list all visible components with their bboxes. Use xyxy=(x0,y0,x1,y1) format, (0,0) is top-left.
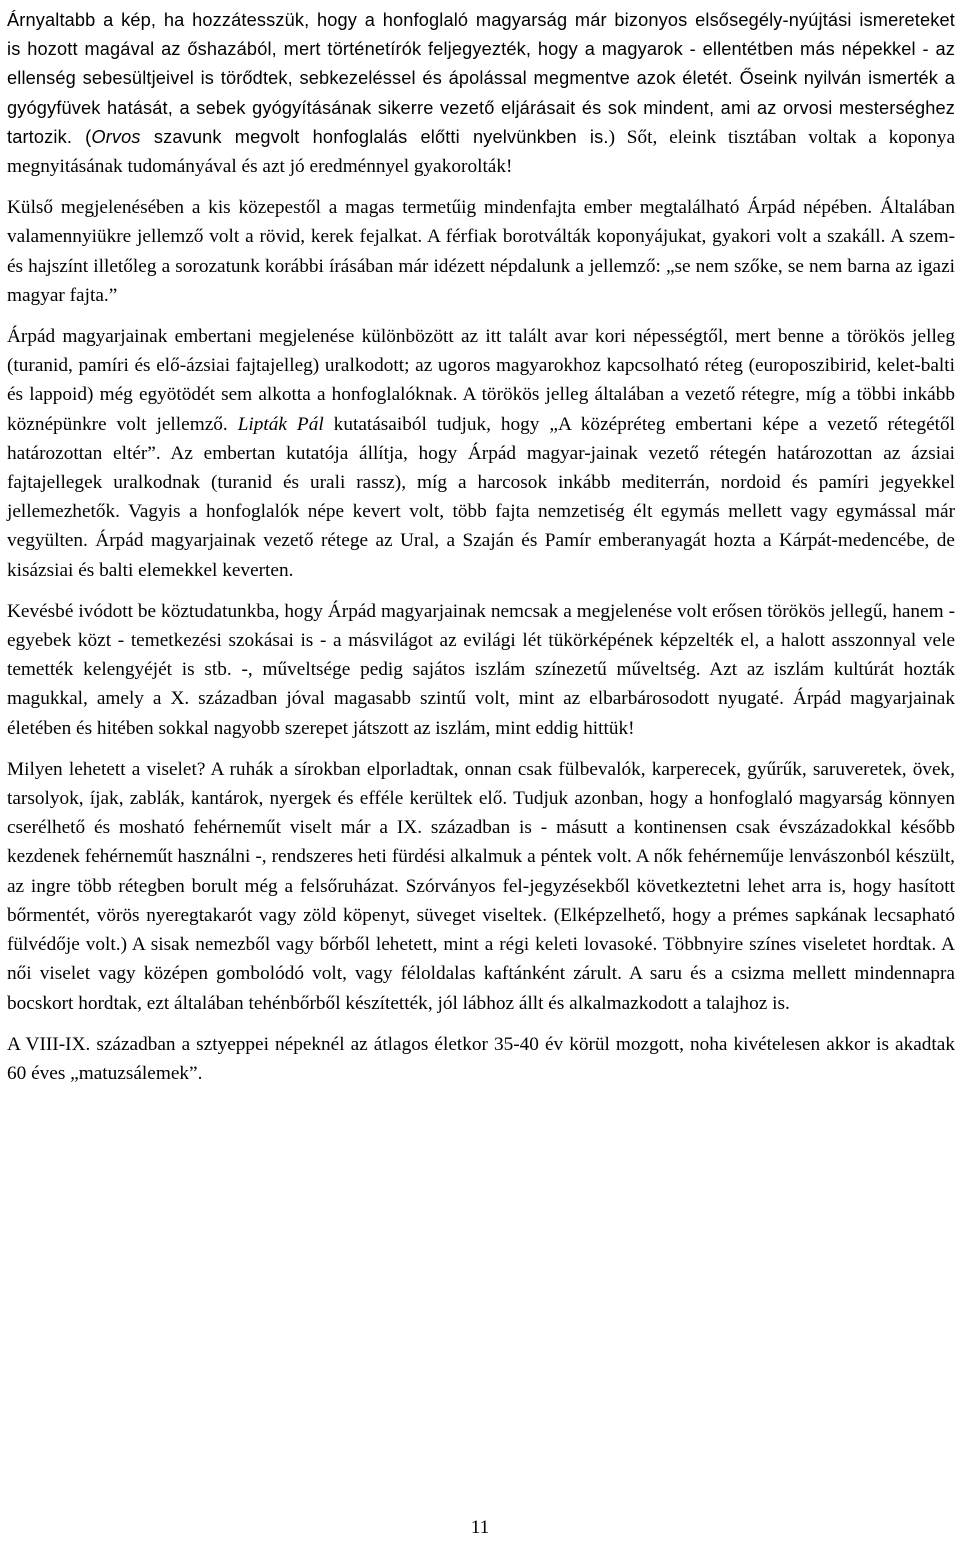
paragraph xyxy=(7,597,955,743)
paragraph xyxy=(7,193,955,310)
paragraph xyxy=(7,6,955,181)
text-segment: Lipták Pál xyxy=(237,413,324,435)
text-segment: Milyen lehetett a viselet? A ruhák a sírokban elporladtak, onnan csak fülbevalók, karperecek, gyűrűk, saruveretek, övek, tarsolyok, íjak, zablák, kantárok, nyergek és efféle kerültek elő. Tudjuk azonban, hogy a honfoglaló magyarság könnyen cserélhető és mosható fehérneműt viselt már a IX. században is - másutt a kontinensen csak évszázadokkal később kezdenek fehérneműt használni -, rendszeres heti fürdési alkalmuk a péntek volt. A nők fehérneműje lenvászonból készült, az ingre több rétegben borult még a felsőruházat. Szórványos fel-jegyzésekből következtetni lehet arra is, hogy hasított bőrmentét, vörös nyeregtakarót vagy zöld köpenyt, süveget viseltek. (Elképzelhető, hogy a prémes sapkának lecsapható fülvédője volt.) A sisak nemezből vagy bőrből lehetett, mint a régi keleti lovasoké. Többnyire színes viseletet hordtak. A női viselet vagy középen gombolódó volt, vagy féloldalas kaftánként zárult. A saru és a csizma mellett mindennapra bocskort hordtak, ezt általában tehénbőrből készítették, jól lábhoz állt és alkalmazkodott a talajhoz is. xyxy=(7,758,955,1014)
document-body xyxy=(7,6,955,1100)
text-segment: Árnyaltabb a kép, ha hozzátesszük, hogy a honfoglaló magyarság már bizonyos elsősegély-nyújtási ismereteket is hozott magával az őshazából, mert történetírók feljegyezték, hogy a magyarok - ellentétben más népekkel - az ellenség sebesültjeivel is törődtek, sebkezeléssel és ápolással megmentve azok életét. xyxy=(7,10,955,89)
text-segment: Orvos xyxy=(91,126,141,147)
paragraph xyxy=(7,755,955,1018)
text-segment: Árpád magyarjainak embertani megjelenése különbözött az itt talált avar kori népességtől, mert benne a törökös jelleg (turanid, pamíri és elő-ázsiai fajtajelleg) uralkodott; az ugoros magyarokhoz kapcsolható réteg (europoszibirid, kelet-balti és lappoid) még egyötödét sem alkotta a honfoglalóknak. A törökös jelleg általában a vezető rétegre, míg a többi inkább köznépünkre volt jellemző. xyxy=(7,326,955,435)
text-segment: ) Sőt, eleink tisztában voltak a koponya megnyitásának tudományával és azt jó eredménnyel gyakorolták! xyxy=(7,126,956,178)
text-segment: A VIII-IX. században a sztyeppei népeknél az átlagos életkor 35-40 év körül mozgott, noha kivételesen akkor is akadtak 60 éves „matuzsálemek”. xyxy=(7,1033,955,1084)
text-segment: Kevésbé ivódott be köztudatunkba, hogy Árpád magyarjainak nemcsak a megjelenése volt erősen törökös jellegű, hanem - egyebek közt - temetkezési szokásai is - a másvilágot az evilági lét tükörképének képzelték el, a halott asszonnyal vele temették kelengyéjét is stb. -, műveltsége pedig sajátos iszlám színezetű műveltség. Azt az iszlám kultúrát hozták magukkal, amely a X. században jóval magasabb szintű volt, mint az elbarbárosodott nyugaté. Árpád magyarjainak életében és hitében sokkal nagyobb szerepet játszott az iszlám, mint eddig hittük! xyxy=(7,600,955,739)
page-number: 11 xyxy=(470,1517,490,1538)
paragraph xyxy=(7,322,955,585)
text-segment: szavunk megvolt honfoglalás előtti nyelvünkben is. xyxy=(140,126,609,147)
paragraph xyxy=(7,1030,955,1088)
text-segment: Őseink nyilván ismerték a gyógyfüvek hatását, a sebek gyógyításának sikerre vezető eljárásait és sok mindent, ami az orvosi mesterséghez tartozik. ( xyxy=(7,68,956,147)
text-segment: Külső megjelenésében a kis közepestől a magas termetűig mindenfajta ember megtalálható Árpád népében. Általában valamennyiükre jellemző volt a rövid, kerek fejalkat. A férfiak borotválták koponyájukat, gyakori volt a szakáll. A szem- és hajszínt illetőleg a sorozatunk korábbi írásában már idézett népdalunk a jellemző: „se nem szőke, se nem barna az igazi magyar fajta.” xyxy=(7,197,955,306)
text-segment: kutatásaiból tudjuk, hogy „A középréteg embertani képe a vezető rétegétől határozottan eltér”. Az embertan kutatója állítja, hogy Árpád magyar-jainak vezető rétegén határozottan az ázsiai fajtajellegek uralkodnak (turanid és urali rassz), míg a harcosok inkább mediterrán, nordoid és pamíri jegyekkel jellemezhetők. Vagyis a honfoglalók népe kevert volt, több fajta nemzetiség élt egymás mellett vagy egymással már vegyülten. Árpád magyarjainak vezető rétege az Ural, a Szaján és Pamír emberanyagát hozta a Kárpát-medencébe, de kisázsiai és balti elemekkel keverten. xyxy=(7,413,956,581)
